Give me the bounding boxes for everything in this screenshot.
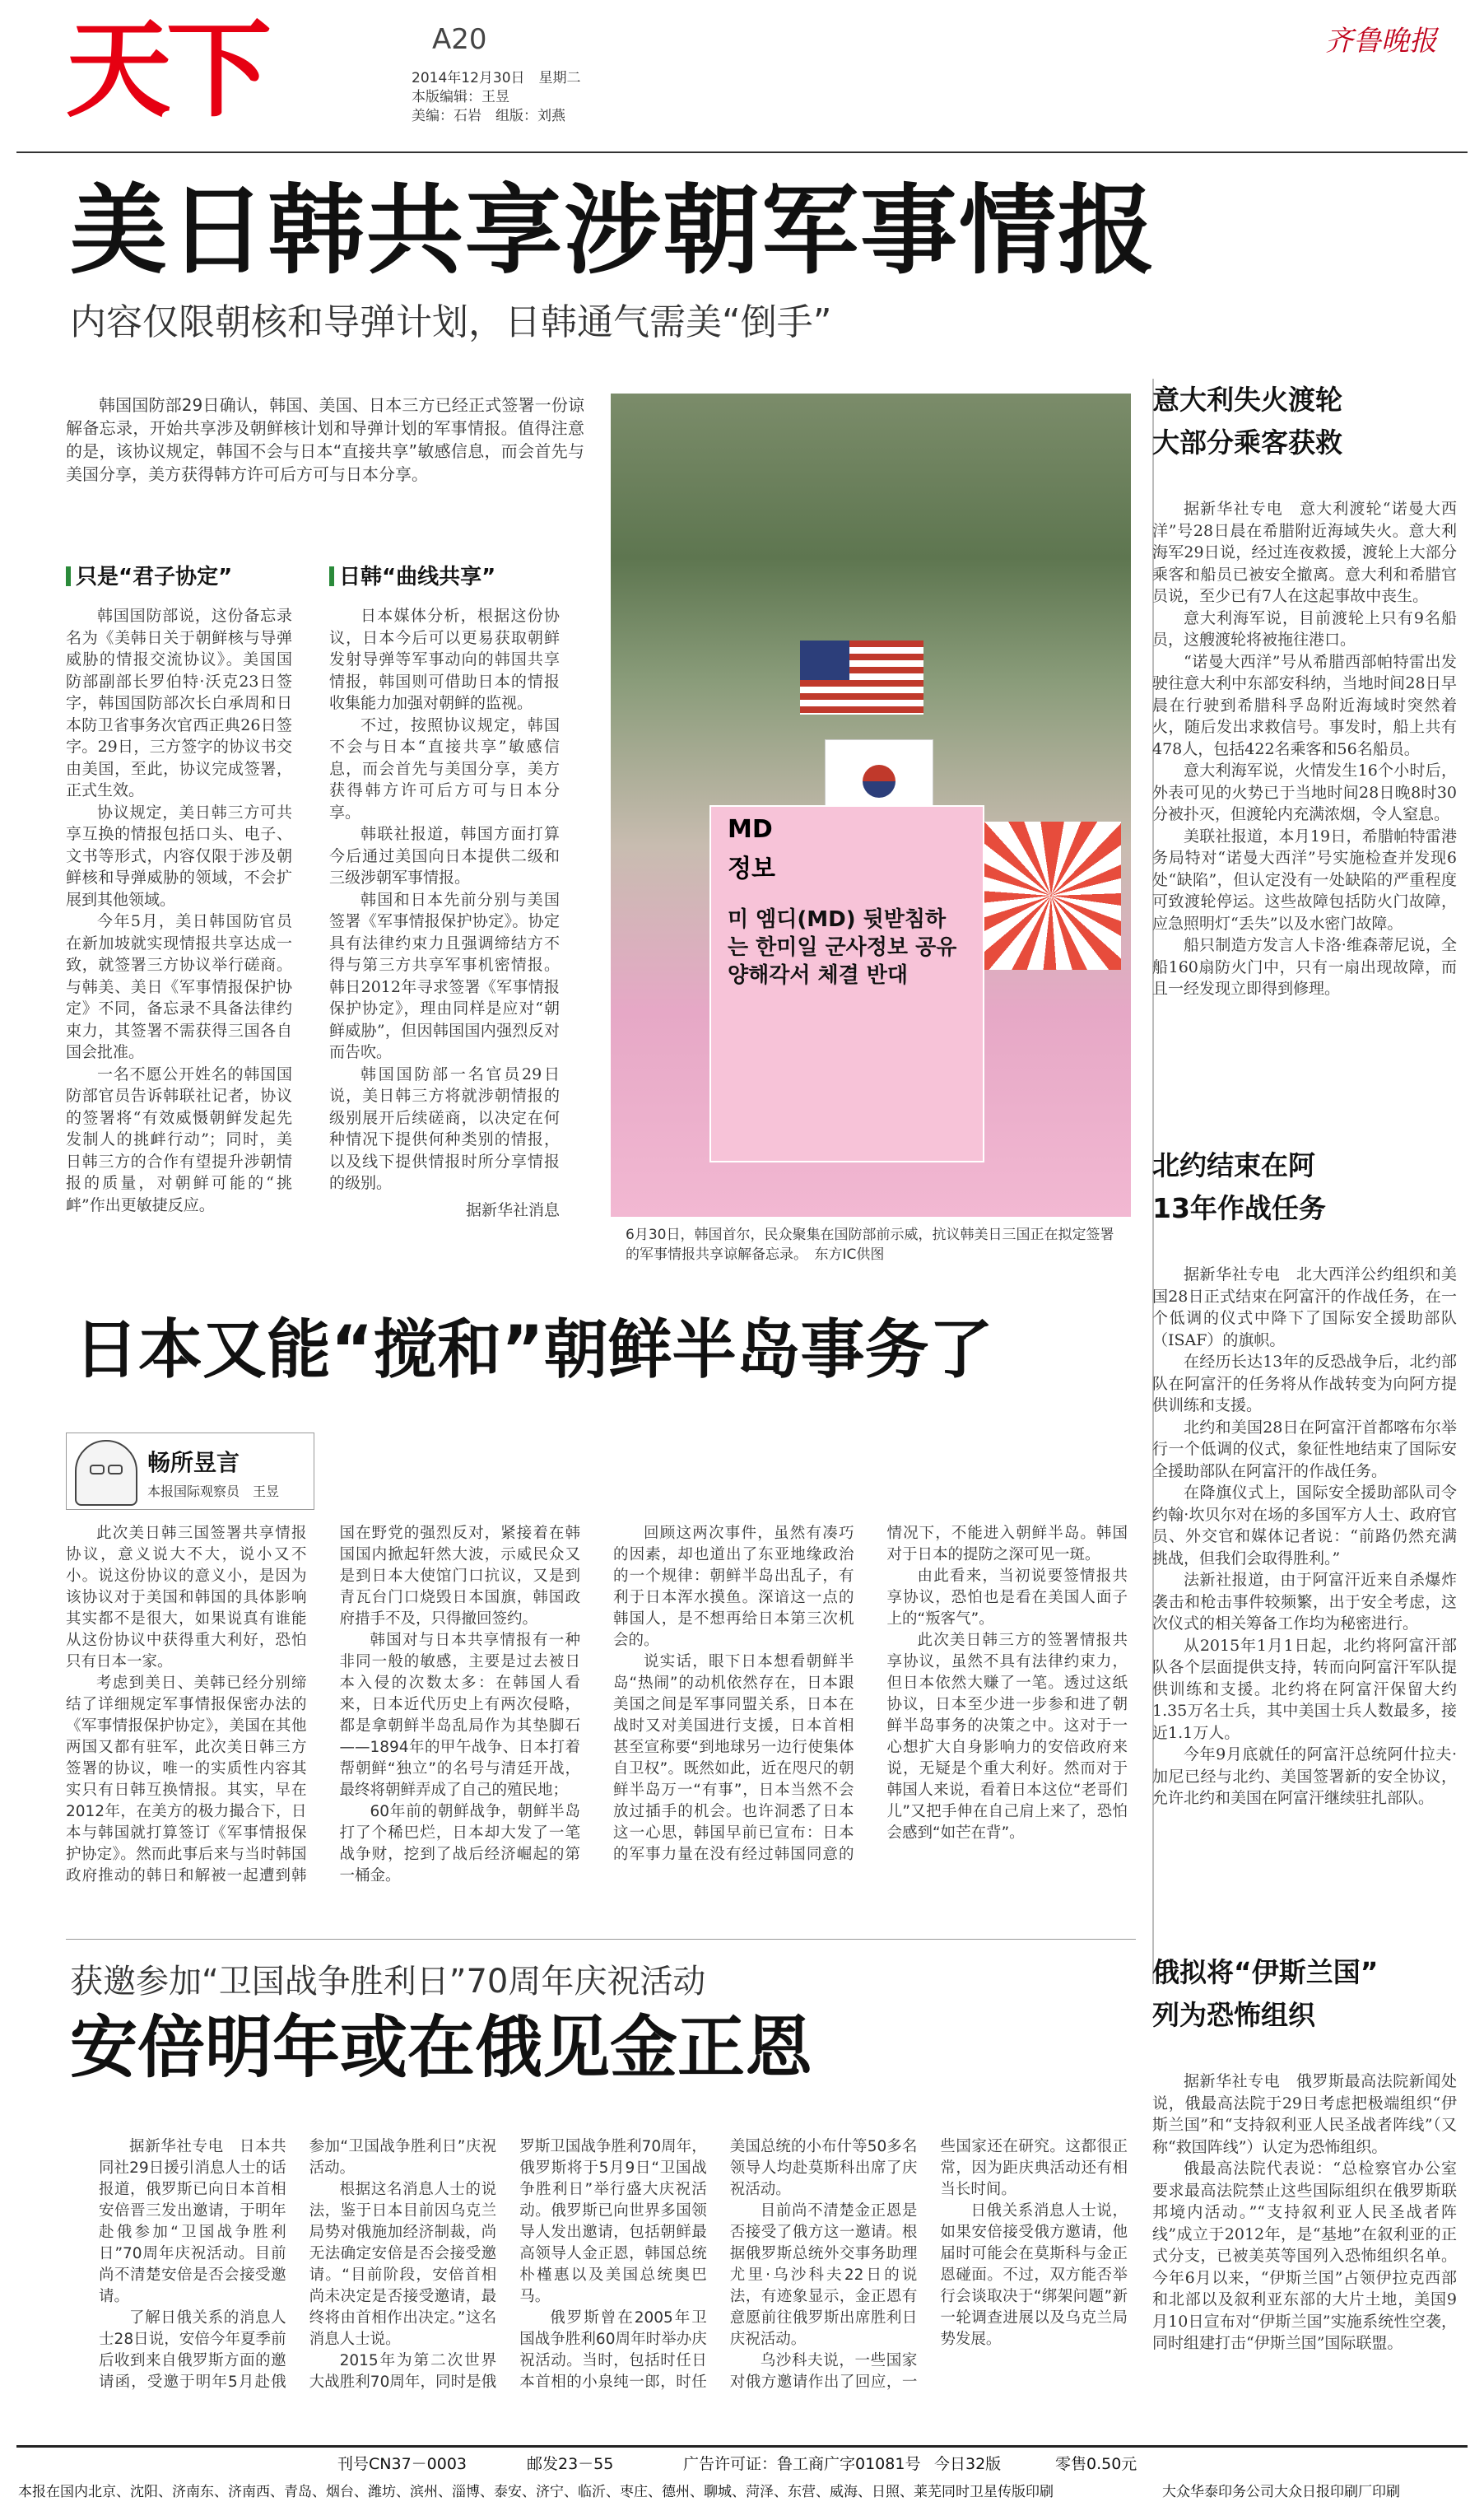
design-line: 美编：石岩 组版：刘燕 (412, 108, 565, 124)
story2-body (1152, 1264, 1457, 1810)
paragraph: 在经历长达13年的反恐战争后，北约部队在阿富汗的任务将从作战转变为向阿方提供训练和支援。 (1152, 1353, 1457, 1414)
paragraph: 俄最高法院代表说：“总检察官办公室要求最高法院禁止这些国际组织在俄罗斯联邦境内活动。”“支持叙利亚人民圣战者阵线”成立于2012年，是“基地”在叙利亚的正式分支，已被美英等国列入恐怖组织名单。今年6月以来，“伊斯兰国”占领伊拉克西部和北部以及叙利亚东部的大片土地，美国9月10日宣布对“伊斯兰国”实施系统性空袭，同时组建打击“伊斯兰国”国际联盟。 (1152, 2159, 1457, 2352)
paragraph: 由此看来，当初说要签情报共享协议，恐怕也是看在美国人面子上的“叛客气”。 (886, 1568, 1128, 1628)
masthead-divider (16, 151, 1468, 153)
paragraph: 俄罗斯曾在2005年卫国战争胜利60周年时举办庆祝活动。当时，包括时任日本首相的小泉纯一郎，时任美国总统的小布什等50多名领导人均赴莫斯科出席了庆祝活动。 (519, 2138, 918, 2391)
paragraph: 此次美日韩三国签署共享情报协议，意义说大不大，说小又不小。说这份协议的意义小，是因为该协议对于美国和韩国的具体影响其实都不是很大，如果说真有谁能从这份协议中获得重大利好，恐怕只有日本一家。 (66, 1525, 307, 1670)
sign-text-info: 정보 (728, 855, 775, 883)
commentary-headline: 日本又能“搅和”朝鲜半岛事务了 (74, 1313, 993, 1387)
date-line: 2014年12月30日 星期二 (412, 70, 581, 86)
sign-text-md: MD (728, 815, 773, 844)
paragraph: 今年9月底就任的阿富汗总统阿什拉夫·加尼已经与北约、美国签署新的安全协议，允许北约和美国在阿富汗继续驻扎部队。 (1152, 1745, 1457, 1807)
footer-postcode: 邮发23－55 (527, 2455, 614, 2473)
lead-source: 据新华社消息 (465, 1200, 560, 1219)
columnist-portrait-icon (75, 1440, 137, 1506)
abe-body (99, 2136, 1128, 2393)
paragraph: 日本媒体分析，根据这份协议，日本今后可以更易获取朝鲜发射导弹等军事动向的韩国共享情报，韩国则可借助日本的情报收集能力加强对朝鲜的监视。 (329, 607, 560, 712)
paragraph: 意大利海军说，目前渡轮上只有9名船员，这艘渡轮将被拖往港口。 (1152, 608, 1457, 649)
lead-subhead: 内容仅限朝核和导弹计划，日韩通气需美“倒手” (70, 301, 832, 343)
footer-printer: 大众华泰印务公司大众日报印刷厂印刷 (1162, 2484, 1400, 2500)
story3-title: 俄拟将“伊斯兰国” 列为恐怖组织 (1152, 1956, 1379, 2031)
paragraph: 日俄关系消息人士说，如果安倍接受俄方邀请，他届时可能会在莫斯科与金正恩碰面。不过，双方能否举行会谈取决于“绑架问题”新一轮调查进展以及乌克兰局势发展。 (940, 2202, 1128, 2348)
lead-intro (66, 394, 584, 486)
paragraph: 美联社报道，本月19日，希腊帕特雷港务局特对“诺曼大西洋”号实施检查并发现6处“缺陷”，但认定没有一处缺陷的严重程度可致渡轮停运。这些故障包括防火门故障，应急照明灯“丢失”以及水密门故障。 (1152, 827, 1457, 933)
paragraph: 北约和美国28日在阿富汗首都喀布尔举行一个低调的仪式，象征性地结束了国际安全援助部队在阿富汗的作战任务。 (1152, 1418, 1457, 1480)
paragraph: 今年5月，美日韩国防官员在新加坡就实现情报共享达成一致，就签署三方协议举行磋商。与韩美、美日《军事情报保护协定》不同，备忘录不具备法律约束力，其签署不需获得三国各自国会批准。 (66, 912, 292, 1061)
columnist-box (66, 1433, 314, 1510)
section2-title-text: 日韩“曲线共享” (339, 565, 496, 589)
story1-body (1152, 498, 1457, 1000)
paragraph: 船只制造方发言人卡洛·维森蒂尼说，全船160扇防火门中，只有一扇出现故障，而且一经发现立即得到修理。 (1152, 936, 1457, 998)
paragraph: 2015年为第二次世界大战胜利70周年，同时是俄罗斯卫国战争胜利70周年，俄罗斯将于5月9日“卫国战争胜利日”举行盛大庆祝活动。俄罗斯已向世界多国领导人发出邀请，包括朝鲜最高领导人金正恩，韩国总统朴槿惠以及美国总统奥巴马。 (309, 2138, 707, 2391)
paragraph: 目前尚不清楚金正恩是否接受了俄方这一邀请。根据俄罗斯总统外交事务助理尤里·乌沙科夫22日的说法，有迹象显示，金正恩有意愿前往俄罗斯出席胜利日庆祝活动。 (729, 2202, 918, 2348)
footer-price: 零售0.50元 (1055, 2455, 1137, 2473)
story2-title: 北约结束在阿 13年作战任务 (1152, 1149, 1326, 1224)
footer-divider (16, 2445, 1468, 2448)
story1-title: 意大利失火渡轮 大部分乘客获救 (1152, 384, 1342, 459)
lead-headline: 美日韩共享涉朝军事情报 (70, 174, 1157, 287)
footer-ad-license: 广告许可证：鲁工商广字01081号 (683, 2455, 921, 2473)
paragraph: 此次美日韩三方的签署情报共享协议，虽然不具有法律约束力，但日本依然大赚了一笔。透过这纸协议，日本至少进一步参和进了朝鲜半岛事务的决策之中。这对于一心想扩大自身影响力的安倍政府来说，无疑是个重大利好。然而对于韩国人来说，看着日本这位“老哥们儿”又把手伸在自己肩上来了，恐怕会感到“如芒在背”。 (886, 1632, 1128, 1842)
section2-body (329, 605, 560, 1221)
paragraph: 据新华社专电 俄罗斯最高法院新闻处说，俄最高法院于29日考虑把极端组织“伊斯兰国”和“支持叙利亚人民圣战者阵线”（又称“救国阵线”）认定为恐怖组织。 (1152, 2072, 1457, 2156)
sign-text-korean: 미 엠디(MD) 뒷받침하는 한미일 군사정보 공유 양해각서 체결 반대 (728, 907, 957, 988)
paragraph: 韩国国防部一名官员29日说，美日韩三方将就涉朝情报的级别展开后续磋商，以决定在何种情况下提供何种类别的情报，以及线下提供情报时所分享情报的级别。 (329, 1064, 560, 1192)
section2-title (329, 560, 495, 590)
protest-sign (709, 805, 984, 1162)
paragraph: 据新华社专电 意大利渡轮“诺曼大西洋”号28日晨在希腊附近海域失火。意大利海军29日说，经过连夜救援，渡轮上大部分乘客和船员已被安全撤离。意大利和希腊官员说，至少已有7人在这起事故中丧生。 (1152, 500, 1457, 605)
photo-caption: 6月30日，韩国首尔，民众聚集在国防部前示威，抗议韩美日三国正在拟定签署的军事情报共享谅解备忘录。 东方IC供图 (626, 1227, 1114, 1263)
section-marker-icon (329, 566, 334, 586)
protest-photo (611, 394, 1131, 1217)
paragraph: 回顾这两次事件，虽然有凑巧的因素，却也道出了东亚地缘政治的一个规律：朝鲜半岛出乱子，有利于日本浑水摸鱼。深谙这一点的韩国人，是不想再给日本第三次机会的。 (613, 1525, 854, 1649)
paragraph: 说实话，眼下日本想看朝鲜半岛“热闹”的动机依然存在，日本跟美国之间是军事同盟关系，日本在战时又对美国进行支援，日本首相甚至宣称要“到地球另一边行使集体自卫权”。既然如此，近在咫尺的朝鲜半岛万一“有事”，日本当然不会放过插手的机会。也许洞悉了日本这一心思，韩国早前已宣布：日本的军事力量在没有经过韩国同意的情况下，不能进入朝鲜半岛。韩国对于日本的提防之深可见一斑。 (613, 1525, 1128, 1863)
column-name: 畅所昱言 (147, 1449, 240, 1476)
section-divider (66, 1939, 1136, 1940)
paragraph: 60年前的朝鲜战争，朝鲜半岛打了个稀巴烂，日本却大发了一笔战争财，挖到了战后经济崛起的第一桶金。 (339, 1803, 580, 1884)
paragraph: 韩国和日本先前分别与美国签署《军事情报保护协定》。协定具有法律约束力且强调缔结方不得与第三方共享军事机密情报。韩日2012年寻求签署《军事情报保护协定》，理由同样是应对“朝鲜威胁”，但因韩国国内强烈反对而告吹。 (329, 890, 560, 1061)
paragraph: 协议规定，美日韩三方可共享互换的情报包括口头、电子、文书等形式，内容仅限于涉及朝鲜核和导弹威胁的领域，不会扩展到其他领域。 (66, 803, 292, 909)
us-flag-icon (800, 641, 923, 715)
footer-pages: 今日32版 (934, 2455, 1002, 2473)
paragraph: 在降旗仪式上，国际安全援助部队司令约翰·坎贝尔对在场的多国军方人士、政府官员、外交官和媒体记者说：“前路仍然充满挑战，但我们会取得胜利。” (1152, 1484, 1457, 1568)
paragraph: “诺曼大西洋”号从希腊西部帕特雷出发驶往意大利中东部安科纳，当地时间28日早晨在行驶到希腊科孚岛附近海域时突然着火，随后发出求救信号。事发时，船上共有478人，包括422名乘客和56名船员。 (1152, 652, 1457, 758)
paragraph: 根据这名消息人士的说法，鉴于日本目前因乌克兰局势对俄施加经济制裁，尚无法确定安倍是否会接受邀请。“目前阶段，安倍首相尚未决定是否接受邀请，最终将由首相作出决定。”这名消息人士说。 (309, 2181, 497, 2348)
paragraph: 不过，按照协议规定，韩国不会与日本“直接共享”敏感信息，而会首先与美国分享，美方获得韩方许可后方可与日本分享。 (329, 715, 560, 822)
section1-title (66, 560, 232, 590)
paragraph: 考虑到美日、美韩已经分别缔结了详细规定军事情报保密办法的《军事情报保护协定》，美国在其他两国又都有驻军，此次美日韩三方签署的协议，唯一的实质性内容其实只有日韩互换情报。其实，早在2012年，在美方的极力撮合下，日本与韩国就打算签订《军事情报保护协定》。然而此事后来与当时韩国政府推动的韩日和解被一起遭到韩国在野党的强烈反对，紧接着在韩国国内掀起轩然大波，示威民众又是到日本大使馆门口抗议，又是到青瓦台门口烧毁日本国旗，韩国政府措手不及，只得撤回签约。 (66, 1525, 580, 1884)
columnist-byline: 本报国际观察员 王昱 (147, 1484, 280, 1499)
section1-body (66, 605, 292, 1216)
paragraph: 韩国国防部说，这份备忘录名为《美韩日关于朝鲜核与导弹威胁的情报交流协议》。美国国防部副部长罗伯特·沃克23日签字，韩国国防部次长白承周和日本防卫省事务次官西正典26日签字。29日，三方签字的协议书交由美国，至此，协议完成签署，正式生效。 (66, 607, 292, 799)
lead-intro-text: 韩国国防部29日确认，韩国、美国、日本三方已经正式签署一份谅解备忘录，开始共享涉及朝鲜核计划和导弹计划的军事情报。值得注意的是，该协议规定，韩国不会与日本“直接共享”敏感信息，而会首先与美国分享，美方获得韩方许可后方可与日本分享。 (66, 395, 584, 484)
page-number: A20 (432, 23, 487, 56)
paragraph: 意大利海军说，火情发生16个小时后，外表可见的火势已于当地时间28日晚8时30分被扑灭，但渡轮内充满浓烟，令人窒息。 (1152, 762, 1457, 823)
paragraph: 一名不愿公开姓名的韩国国防部官员告诉韩联社记者，协议的签署将“有效威慑朝鲜发起先发制人的挑衅行动”；同时，美日韩三方的合作有望提升涉朝情报的质量，对朝鲜可能的“挑衅”作出更敏捷反应。 (66, 1064, 292, 1214)
rising-sun-flag-icon (981, 822, 1121, 970)
paragraph: 据新华社专电 日本共同社29日援引消息人士的话报道，俄罗斯已向日本首相安倍晋三发出邀请，于明年赴俄参加“卫国战争胜利日”70周年庆祝活动。目前尚不清楚安倍是否会接受邀请。 (99, 2138, 286, 2305)
paragraph: 乌沙科夫说，一些国家对俄方邀请作出了回应，一些国家还在研究。这都很正常，因为距庆典活动还有相当长时间。 (729, 2138, 1128, 2391)
paragraph: 韩联社报道，韩国方面打算今后通过美国向日本提供二级和三级涉朝军事情报。 (329, 825, 560, 887)
footer-print-sites: 本报在国内北京、沈阳、济南东、济南西、青岛、烟台、潍坊、滨州、淄博、泰安、济宁、临沂、枣庄、德州、聊城、菏泽、东营、威海、日照、莱芜同时卫星传版印刷 (18, 2484, 1054, 2500)
editor-line: 本版编辑：王昱 (412, 89, 509, 105)
story3-body (1152, 2071, 1457, 2355)
section1-title-text: 只是“君子协定” (76, 565, 233, 589)
paragraph: 从2015年1月1日起，北约将阿富汗部队各个层面提供支持，转而向阿富汗军队提供训练和支援。北约将在阿富汗保留大约1.35万名士兵，其中美国士兵人数最多，接近1.1万人。 (1152, 1636, 1457, 1742)
abe-headline: 安倍明年或在俄见金正恩 (70, 2009, 813, 2087)
section-marker-icon (66, 566, 71, 586)
paragraph: 韩国对与日本共享情报有一种非同一般的敏感，主要是过去被日本入侵的次数太多：在韩国人看来，日本近代历史上有两次侵略，都是拿朝鲜半岛乱局作为其垫脚石——1894年的甲午战争、日本打着帮朝鲜“独立”的名号与清廷开战，最终将朝鲜弄成了自己的殖民地； (339, 1632, 580, 1799)
paragraph: 据新华社专电 北大西洋公约组织和美国28日正式结束在阿富汗的作战任务，在一个低调的仪式中降下了国际安全援助部队（ISAF）的旗帜。 (1152, 1265, 1457, 1349)
footer-issn: 刊号CN37－0003 (337, 2455, 468, 2473)
paper-logo: 齐鲁晚报 (1325, 25, 1437, 58)
abe-kicker: 获邀参加“卫国战争胜利日”70周年庆祝活动 (70, 1963, 706, 2001)
paragraph: 法新社报道，由于阿富汗近来自杀爆炸袭击和枪击事件较频繁，出于安全考虑，这次仪式的相关筹备工作均为秘密进行。 (1152, 1571, 1457, 1633)
section-logo: 天下 (66, 9, 267, 132)
paragraph: 了解日俄关系的消息人士28日说，安倍今年夏季前后收到来自俄罗斯方面的邀请函，受邀于明年5月赴俄参加“卫国战争胜利日”庆祝活动。 (99, 2138, 497, 2391)
commentary-body (66, 1523, 1128, 1887)
